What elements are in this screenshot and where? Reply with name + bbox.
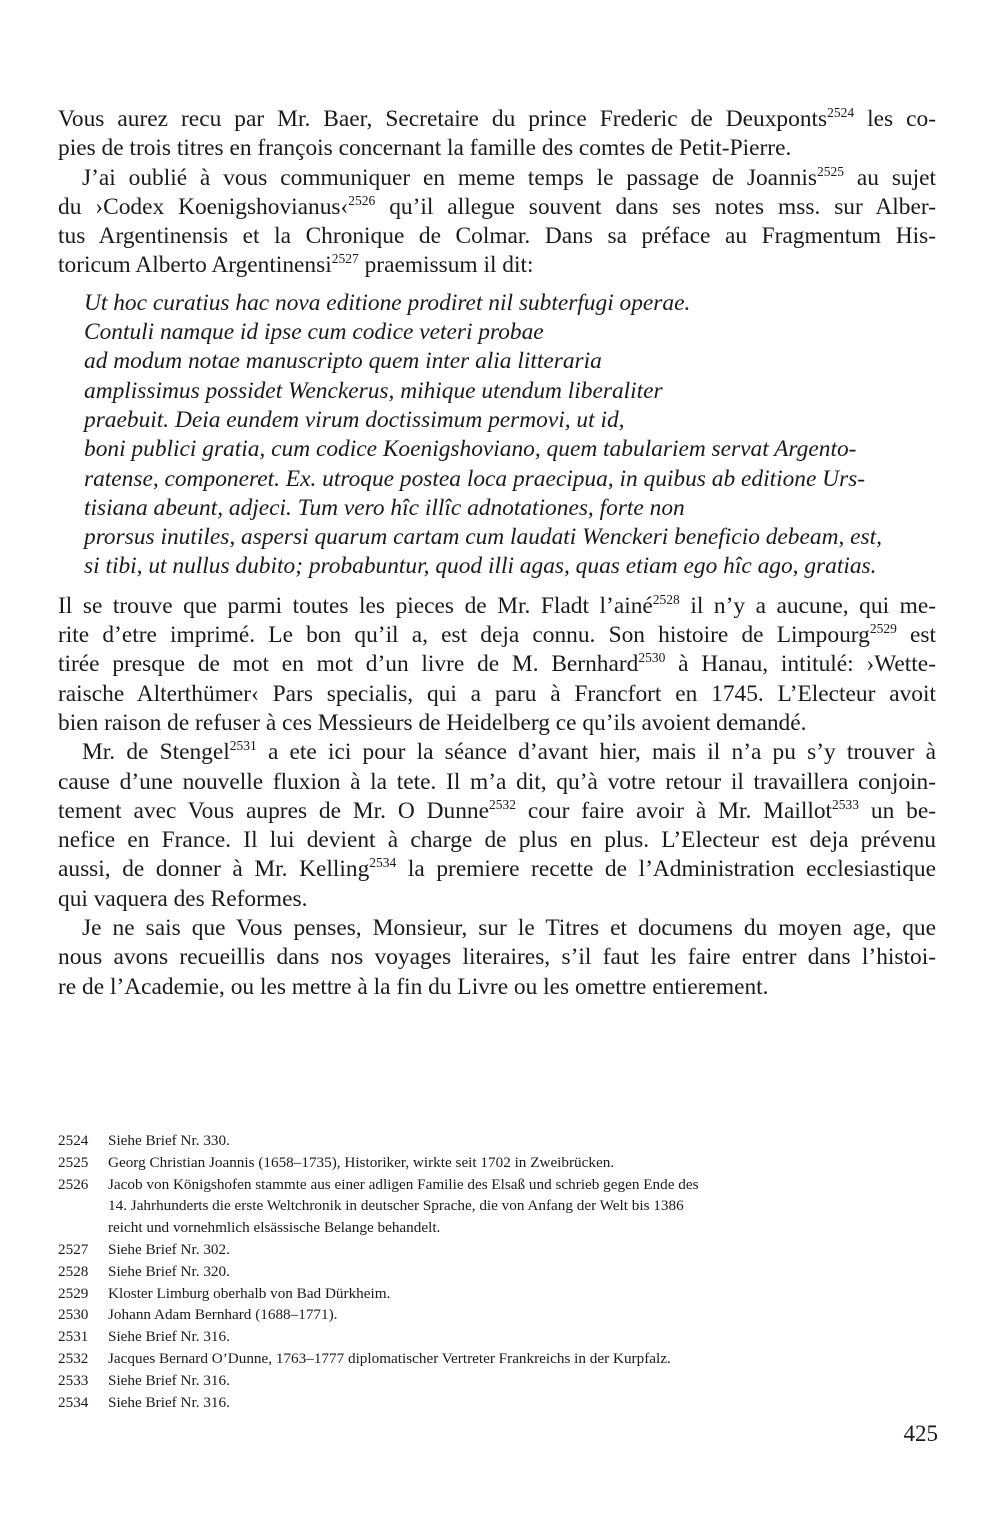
footnote-ref[interactable]: 2533 [832, 796, 860, 812]
footnote-number: 2525 [58, 1153, 89, 1171]
footnote-text: Siehe Brief Nr. 316. [108, 1393, 230, 1411]
text-line: nefice en France. Il lui devient à charge de plus en plus. L’Electeur est deja prévenu [58, 827, 936, 854]
text-line: nous avons recueillis dans nos voyages literaires, s’il faut les faire entrer dans l’histoi- [58, 944, 936, 971]
footnote-number: 2524 [58, 1132, 89, 1149]
text-line: rite d’etre imprimé. Le bon qu’il a, est deja connu. Son histoire de Limpourg$^{2529}$ est [58, 621, 936, 649]
paragraph-3 [58, 592, 936, 738]
quote-line: Contuli namque id ipse cum codice veteri probae [84, 319, 544, 346]
footnote-number: 2531 [58, 1328, 89, 1346]
footnote-ref[interactable]: 2528 [652, 591, 680, 607]
quote-line: amplissimus possidet Wenckerus, mihique utendum liberaliter [84, 377, 663, 404]
footnote-number: 2527 [58, 1240, 89, 1258]
quote-line: prorsus inutiles, aspersi quarum cartam cum laudati Wenckeri beneficio debeam, est, [84, 524, 882, 551]
footnote-ref[interactable]: 2527 [331, 251, 359, 267]
text-line: aussi, de donner à Mr. Kelling$^{2534}$ la premiere recette de l’Administration ecclesiastique [58, 855, 936, 883]
quote-line: ratense, componeret. Ex. utroque postea loca praecipua, in quibus ab editione Urs- [84, 465, 866, 492]
footnote [58, 1326, 938, 1348]
text-line: J’ai oublié à vous communiquer en meme temps le passage de Joannis$^{2525}$ au sujet [82, 163, 936, 191]
footnote [58, 1239, 938, 1261]
text-line: pies de trois titres en françois concernant la famille des comtes de Petit-Pierre. [58, 135, 792, 162]
footnote-ref[interactable]: 2526 [348, 192, 376, 208]
footnote-text: Georg Christian Joannis (1658–1735), Historiker, wirkte seit 1702 in Zweibrücken. [108, 1153, 615, 1171]
footnote-ref[interactable]: 2532 [489, 796, 516, 812]
footnote-text: Siehe Brief Nr. 302. [108, 1240, 230, 1258]
text-line: re de l’Academie, ou les mettre à la fin du Livre ou les omettre entierement. [58, 973, 769, 1000]
footnote [58, 1174, 938, 1239]
paragraph-4 [58, 738, 936, 914]
footnote-text: Siehe Brief Nr. 316. [108, 1371, 230, 1389]
text-line: toricum Alberto Argentinensi$^{2527}$ praemissum il dit: [58, 251, 534, 279]
footnote [58, 1392, 938, 1414]
text-line: Mr. de Stengel$^{2531}$ a ete ici pour la séance d’avant hier, mais il n’a pu s’y trouver à [82, 738, 937, 766]
text-line: Vous aurez recu par Mr. Baer, Secretaire du prince Frederic de Deuxponts$^{2524}$ les co- [58, 105, 936, 132]
footnote-ref[interactable]: 2531 [229, 738, 257, 754]
footnote-ref[interactable]: 2534 [369, 855, 397, 871]
quote-line: ad modum notae manuscripto quem inter alia litteraria [84, 348, 602, 375]
footnote-number: 2526 [58, 1175, 89, 1193]
paragraph-1 [58, 105, 936, 164]
footnote-number: 2530 [58, 1306, 89, 1324]
text-line: raische Alterthümer‹ Pars specialis, qui a paru à Francfort en 1745. L’Electeur avoit [58, 680, 936, 707]
footnote-ref[interactable]: 2529 [869, 621, 897, 637]
footnote [58, 1283, 938, 1305]
footnote-ref[interactable]: 2525 [817, 163, 845, 179]
footnotes [58, 1130, 938, 1413]
quote-line: tisiana abeunt, adjeci. Tum vero hîc illîc adnotationes, forte non [84, 494, 685, 521]
footnote-ref[interactable]: 2524 [827, 105, 855, 120]
latin-quote [58, 289, 936, 582]
text-line: cause d’une nouvelle fluxion à la tete. Il m’a dit, qu’à votre retour il travaillera conjoin- [58, 768, 936, 795]
page-number: 425 [903, 1421, 938, 1446]
footnote [58, 1304, 938, 1326]
footnote-number: 2532 [58, 1349, 89, 1367]
quote-line: Ut hoc curatius hac nova editione prodiret nil subterfugi operae. [84, 289, 691, 316]
footnote [58, 1261, 938, 1283]
text-line: Il se trouve que parmi toutes les pieces de Mr. Fladt l’ainé$^{2528}$ il n’y a aucune, qui me- [58, 591, 936, 619]
footnote-number: 2529 [58, 1284, 89, 1302]
footnote [58, 1152, 938, 1174]
text-line: tus Argentinensis et la Chronique de Colmar. Dans sa préface au Fragmentum His- [58, 223, 936, 250]
footnote-number: 2533 [58, 1371, 89, 1389]
text-line: Je ne sais que Vous penses, Monsieur, sur le Titres et documens du moyen age, que [82, 915, 936, 942]
footnote-text: Siehe Brief Nr. 330. [108, 1132, 230, 1149]
footnote-number: 2534 [58, 1393, 89, 1411]
text-line: du ›Codex Koenigshovianus‹$^{2526}$ qu’il allegue souvent dans ses notes mss. sur Alber- [58, 192, 936, 220]
footnote [58, 1348, 938, 1370]
quote-line: si tibi, ut nullus dubito; probabuntur, quod illi agas, quas etiam ego hîc ago, gratias. [84, 553, 877, 580]
text-line: qui vaquera des Reformes. [58, 885, 308, 912]
footnote-text: Siehe Brief Nr. 316. [108, 1328, 230, 1346]
footnote-number: 2528 [58, 1262, 89, 1280]
footnote [58, 1130, 938, 1152]
paragraph-5 [58, 914, 936, 1002]
text-line: bien raison de refuser à ces Messieurs de Heidelberg ce qu’ils avoient demandé. [58, 709, 807, 736]
footnote-text: Siehe Brief Nr. 320. [108, 1262, 230, 1280]
paragraph-2 [58, 164, 936, 281]
footnote-text: Jacob von Königshofen stammte aus einer adligen Familie des Elsaß und schrieb gegen Ende des 14. Jahrhunderts die erste Weltchronik in deutscher Sprache, die von Anfang der Welt bis 1386 reicht und vornehmlich elsässische Belange behandelt. [108, 1175, 699, 1237]
text-line: tement avec Vous aupres de Mr. O Dunne$^{2532}$ cour faire avoir à Mr. Maillot$^{2533}$ un be- [58, 796, 937, 824]
footnote-text: Jacques Bernard O’Dunne, 1763–1777 diplomatischer Vertreter Frankreichs in der Kurpfalz. [108, 1349, 671, 1367]
main-text [58, 105, 936, 1002]
footnote-text: Johann Adam Bernhard (1688–1771). [108, 1306, 338, 1324]
footnote-ref[interactable]: 2530 [638, 650, 666, 666]
footnote [58, 1370, 938, 1392]
text-line: tirée presque de mot en mot d’un livre de M. Bernhard$^{2530}$ à Hanau, intitulé: ›Wette- [58, 650, 936, 678]
quote-line: praebuit. Deia eundem virum doctissimum permovi, ut id, [84, 406, 625, 433]
quote-line: boni publici gratia, cum codice Koenigshoviano, quem tabulariem servat Argento- [84, 436, 857, 463]
footnote-text: Kloster Limburg oberhalb von Bad Dürkheim. [108, 1284, 391, 1302]
